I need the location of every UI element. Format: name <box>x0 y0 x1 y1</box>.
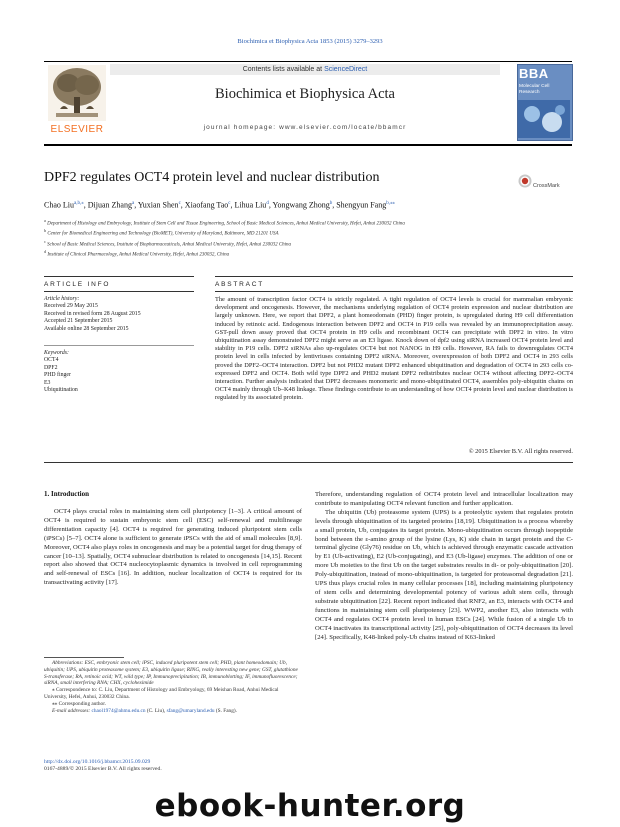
sciencedirect-link[interactable]: ScienceDirect <box>324 65 368 73</box>
affiliation-text: School of Basic Medical Sciences, Institute of Biopharmaceuticals, Anhui Medical University, Hefei, Anhui 230032 China <box>47 242 292 248</box>
abstract-rule-lower <box>215 291 573 292</box>
author-affiliation-mark[interactable]: c <box>228 201 231 206</box>
author-name[interactable]: Xiaofang Tao <box>184 200 229 210</box>
running-header[interactable]: Biochimica et Biophysica Acta 1853 (2015) 3279–3293 <box>237 38 383 45</box>
article-info-heading: ARTICLE INFO <box>44 281 111 288</box>
author-name[interactable]: Yongwang Zhong <box>272 200 330 210</box>
availability-prefix: Contents lists available at <box>242 65 325 73</box>
footnote-rule <box>44 657 124 658</box>
affiliation-item <box>44 239 574 249</box>
keywords-label: Keywords: <box>44 350 69 356</box>
affiliation-text: Institute of Clinical Pharmacology, Anhui Medical University, Hefei, Anhui 230032, China <box>47 252 230 258</box>
article-info-rule <box>44 276 194 277</box>
email-link[interactable]: chaol1974@ahmu.edu.cn <box>91 707 146 714</box>
author-list: Chao Liu$^{a,b,⁎}$, Dijuan Zhang$^a$, Yuxian Shen$^c$, Xiaofang Tao$^c$, Lihua Liu$^d$, Yongwang Zhong$^b$, Shengyun Fang$^{b,⁎⁎}$ <box>44 200 395 210</box>
email-owner: (S. Fang). <box>214 707 237 714</box>
affiliation-mark: c <box>44 238 46 244</box>
email-link[interactable]: sfang@umaryland.edu <box>166 707 215 714</box>
keyword-item: PHD finger <box>44 372 71 379</box>
author-name[interactable]: Lihua Liu <box>234 200 267 210</box>
cover-title: BBA <box>519 66 549 81</box>
journal-title: Biochimica et Biophysica Acta <box>215 86 395 102</box>
article-title: DPF2 regulates OCT4 protein level and nuclear distribution <box>44 170 380 185</box>
history-item: Available online 28 September 2015 <box>44 325 129 332</box>
masthead-top-rule <box>44 61 572 62</box>
journal-homepage[interactable]: journal homepage: www.elsevier.com/locate/bbamcr <box>203 124 407 131</box>
email-label: E-mail addresses: <box>52 707 92 714</box>
masthead-bottom-rule <box>44 144 572 146</box>
corresponding-footnote: ⁎⁎ Corresponding author. <box>52 700 106 707</box>
abstract-end-rule <box>44 462 573 463</box>
history-item: Received 29 May 2015 <box>44 303 98 310</box>
affiliation-list <box>44 218 574 259</box>
history-label: Article history: <box>44 296 80 302</box>
author-affiliation-mark[interactable]: b <box>329 201 333 206</box>
abstract-text: The amount of transcription factor OCT4 is strictly regulated. A tight regulation of OCT4 levels is crucial for mammalian embryonic development and oncogenesis. However, the mechanisms underlying regulation of OCT4 protein expression and nuclear distribution are largely unknown. Here, we report that DPF2, a plant homeodomain (PHD) finger protein, is upregulated during H9 cell differentiation induced by retinoic acid. Endogenous interaction between DPF2 and OCT4 in P19 cells was revealed by an immunoprecipitation assay. GST-pull down assay proved that OCT4 protein in H9 cells and recombinant OCT4 can precipitate with DPF2 in vitro. In vitro ubiquitination assay demonstrated DPF2 might serve as an E3 ligase. Knock down of dpf2 using siRNA increased OCT4 protein level and stability in P19 cells. DPF2 siRNAs also up-regulates OCT4 but not NANOG in H9 cells. However, RA fails to downregulates OCT4 protein level in cells infected by lentivriuses containing DPF2 siRNA. Moreover, overexpression of both DPF2 and OCT4 in 293 cells proved the DPF2–OCT4 interaction. DPF2 but not PHD2 mutant DPF2 enhanced ubiquitination and degradation of OCT4 in 293 cells co-expressed DPF2 and OCT4. Both wild type DPF2 and PHD2 mutant DPF2 redistributes nuclear OCT4 without affecting DPF2–OCT4 interaction. Further analysis indicated that DPF2 decreases monomeric and mono-ubiquitinated OCT4, assembles poly-ubiquitin chains on OCT4 mainly through Ub–K48 linkage. These findings contribute to an understanding of how OCT4 protein level and nuclear distribution is regulated by its associated protein. <box>215 296 573 402</box>
article-history <box>44 296 194 333</box>
keyword-item: DPF2 <box>44 364 58 371</box>
abbreviations-footnote: Abbreviations: ESC, embryonic stem cell; iPSC, induced pluripotent stem cell; PHD, plant homeodomain; Ub, ubiquitin; UPS, ubiquitin proteasome system; E3, ubiquitin ligase; RING, really interesting new gene; GST, glutathione S-transferase; RA, retinoic acid; WT, wild type; IP, Immunoprecipitation; IB, immunoblotting; IF, immunofluorescence; siRNA, small interfering RNA; CHX, cycloheximide <box>44 660 298 687</box>
abstract-copyright: © 2015 Elsevier B.V. All rights reserved. <box>468 448 573 455</box>
section-title: 1. Introduction <box>44 490 89 498</box>
author-affiliation-mark[interactable]: b,⁎⁎ <box>386 201 395 206</box>
author-affiliation-mark[interactable]: a <box>131 201 135 206</box>
keyword-list <box>44 350 194 394</box>
affiliation-item <box>44 218 574 228</box>
issn-line: 0167-4889/© 2015 Elsevier B.V. All rights reserved. <box>44 766 162 772</box>
intro-paragraph: Therefore, understanding regulation of OCT4 protein level and intracellular localization may contribute to manipulating OCT4 relevant function and further application. <box>315 491 573 507</box>
affiliation-text: Center for Biomedical Engineering and Technology (BioMET), University of Maryland, Baltimore, MD 21201 USA <box>47 231 279 237</box>
author-name[interactable]: Yuxian Shen <box>137 200 179 210</box>
intro-paragraph-left: OCT4 plays crucial roles in maintaining stem cell pluripotency [1–3]. A critical amount of OCT4 is required to sustain embryonic stem cell (ESC) self-renewal and multilineage differentiation capacity [4]. OCT4 is required for generating induced pluripotent stem cells (iPSCs) [5–7]. OCT4 alone is sufficient to generate iPSCs with the aid of small molecules [8,9]. Moreover, OCT4 also plays roles in oncogenesis and may be a potential target for drug therapy of cancer [10–13]. Spatially, OCT4 subnuclear distribution is related to oncogenesis [14,15]. Recent report also showed that OCT4 nucleocytoplasmic dynamics is involved in cell reprogramming and self-renewal of ESCs [16]. In addition, nuclear localization of OCT4 is required for its transactivating activity [17]. <box>44 508 302 587</box>
footnotes <box>44 660 302 714</box>
email-footnote <box>44 708 302 715</box>
watermark-text: ebook-hunter.org <box>154 788 466 824</box>
keyword-item: Ubiquitination <box>44 387 78 394</box>
elsevier-wordmark: ELSEVIER <box>50 124 104 135</box>
affiliation-mark: d <box>44 248 47 254</box>
author-affiliation-mark[interactable]: a,b,⁎ <box>74 201 84 206</box>
author-name[interactable]: Dijuan Zhang <box>87 200 132 210</box>
keyword-item: OCT4 <box>44 357 59 364</box>
email-owner: (C. Liu), <box>145 707 167 714</box>
doi-block <box>44 759 162 773</box>
author-name[interactable]: Shengyun Fang <box>336 200 387 210</box>
affiliation-item <box>44 249 574 259</box>
author-affiliation-mark[interactable]: c <box>178 201 181 206</box>
affiliation-item <box>44 228 574 238</box>
corresponding-footnote: ⁎ Correspondence to: C. Liu, Department of Histology and Embryology, 69 Meishan Road, Anhui Medical University, Hefei, Anhui, 230032 China. <box>44 687 279 700</box>
cover-art <box>518 100 570 138</box>
keyword-item: E3 <box>44 379 51 386</box>
doi-link[interactable]: http://dx.doi.org/10.1016/j.bbamcr.2015.09.029 <box>44 759 151 765</box>
availability-line <box>110 66 500 73</box>
cover-subtitle: Molecular Cell Research <box>519 84 550 95</box>
affiliation-text: Department of Histology and Embryology, Institute of Stem Cell and Tissue Engineering, School of Basic Medical Sciences, Anhui Medical University, Hefei, Anhui 230032 China <box>47 221 405 227</box>
crossmark-label[interactable]: CrossMark <box>533 183 560 189</box>
author-affiliation-mark[interactable]: d <box>266 201 269 206</box>
crossmark-icon[interactable] <box>518 174 532 188</box>
affiliation-mark: a <box>44 218 46 223</box>
intro-paragraph: The ubiquitin (Ub) proteasome system (UPS) is a proteolytic system that regulates protein levels through ubiquitination of its targeted proteins [18,19]. Ubiquitination is a process whereby a small protein, Ub, conjugates its target protein. Mono-ubiquitination occurs through isopeptide bond between the ε-amino group of the lysine (Lys, K) side chain in target protein and the C-terminal glycine (Gly76) residue on Ub, which is achieved through enzymatic cascade activation by E1 (Ub-activating), E2 (Ub-conjugating), and E3 (Ub-ligase) enzymes. The addition of one or more Ub moieties to the first Ub on the target substrates results in di- or poly-ubiquitination [20]. Poly-ubiquitination, instead of mono-ubiquitination, is targeted for proteasomal degradation [21]. UPS thus plays crucial roles in many cellular processes [18], including maintaining pluripotency of stem cells and determining developmental potency of various adult stem cells, through substrate ubiquitination [22]. Recent report indicated that RNF2, an E3, interacts with OCT4 and functions in maintaining stem cell pluripotency [23]. WWP2, another E3, also interacts with OCT4 and regulates OCT4 protein level in human ESCs [24]. While fusion of a single Ub to OCT4 inactivates its transcriptional activity [25], poly-ubiquitination of OCT4 decreases its level [24]. Specifically, K48-linked poly-Ub chains instead of K63-linked <box>315 508 573 641</box>
abstract-heading: ABSTRACT <box>215 281 265 288</box>
author-name[interactable]: Chao Liu <box>44 200 74 210</box>
abstract-rule <box>215 276 573 277</box>
article-info-rule-lower <box>44 291 194 292</box>
history-item: Received in revised form 28 August 2015 <box>44 310 141 317</box>
affiliation-mark: b <box>44 228 47 234</box>
intro-column-right <box>315 491 573 642</box>
history-item: Accepted 21 September 2015 <box>44 318 113 325</box>
